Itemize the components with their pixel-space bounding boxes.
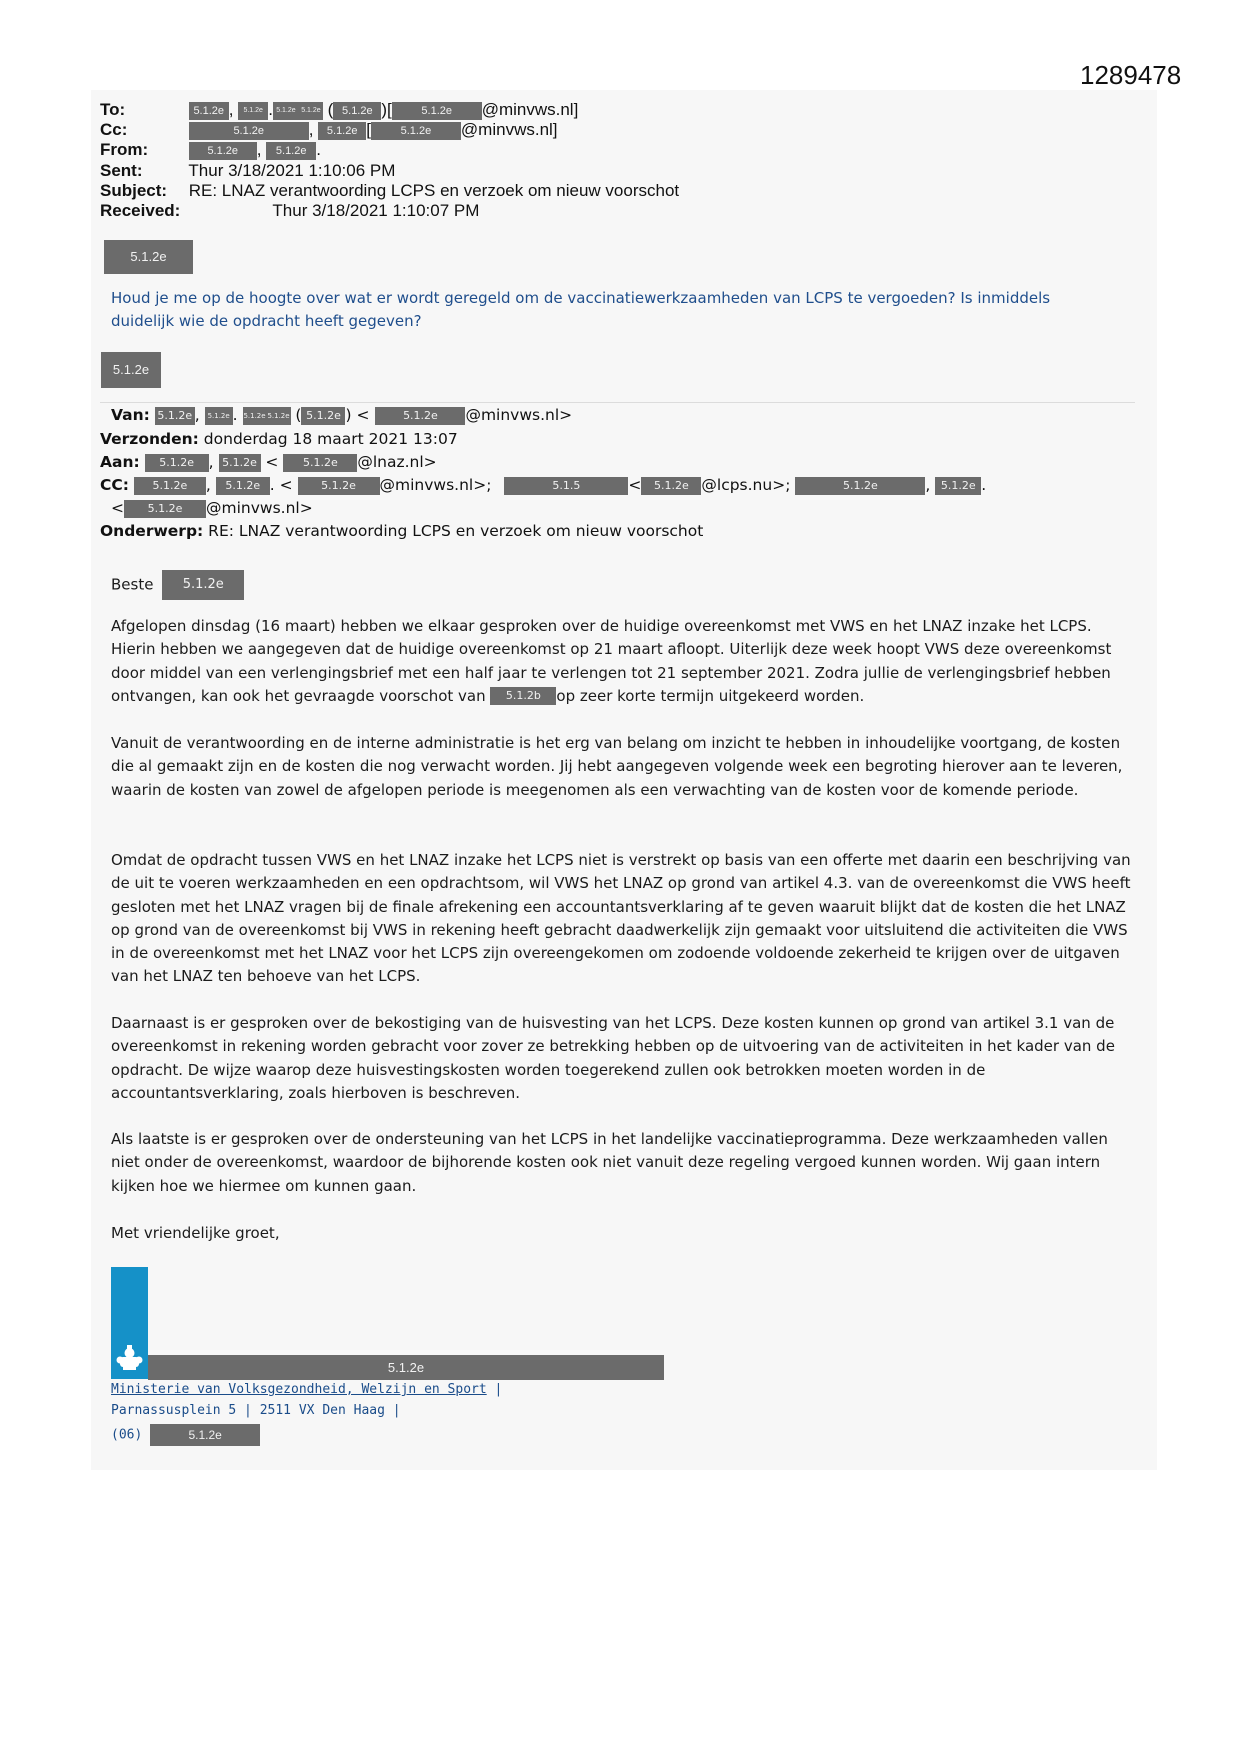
redaction: 5.1.2e bbox=[219, 454, 261, 472]
ministry-logo bbox=[111, 1267, 148, 1379]
header-from-row: From: 5.1.2e , 5.1.2e . bbox=[100, 140, 321, 159]
received-value: Thur 3/18/2021 1:10:07 PM bbox=[272, 201, 480, 220]
from-label: From: bbox=[100, 140, 149, 159]
subject-value: RE: LNAZ verantwoording LCPS en verzoek om nieuw voorschot bbox=[188, 181, 680, 200]
closing: Met vriendelijke groet, bbox=[111, 1224, 280, 1242]
paragraph-1-text: Afgelopen dinsdag (16 maart) hebben we elkaar gesproken over de huidige overeenkomst met VWS en het LNAZ inzake het LCPS. Hierin hebben we aangegeven dat de huidige overeenkomst op 21 maart afloopt. Uiterlijk deze week hoopt VWS deze overeenkomst door middel van een verlengingsbrief met een half jaar te verlengen tot 21 september 2021. Zodra jullie de verlengingsbrief hebben ontvangen, kan ook het gevraagde voorschot van bbox=[111, 617, 1112, 705]
paragraph-1 bbox=[111, 615, 1131, 708]
redaction: 5.1.2e bbox=[298, 477, 380, 495]
redaction: 5.1.2e bbox=[243, 407, 267, 425]
redaction: 5.1.2e bbox=[375, 407, 465, 425]
verzonden-value: donderdag 18 maart 2021 13:07 bbox=[203, 430, 458, 448]
greeting: Beste bbox=[111, 575, 154, 594]
redaction: 5.1.2e bbox=[318, 122, 366, 140]
redaction: 5.1.2e bbox=[283, 454, 357, 472]
sent-value: Thur 3/18/2021 1:10:06 PM bbox=[188, 161, 396, 180]
paragraph-1-end: op zeer korte termijn uitgekeerd worden. bbox=[556, 686, 865, 705]
cc-domain-2: @lcps.nu>; bbox=[701, 476, 791, 494]
quoted-cc-row: CC: 5.1.2e , 5.1.2e . < 5.1.2e @minvws.nl>; 5.1.5 < 5.1.2e @lcps.nu>; 5.1.2e , 5.1.2e . bbox=[100, 476, 987, 494]
redaction: 5.1.2e bbox=[371, 122, 461, 140]
redaction: 5.1.2e bbox=[795, 477, 925, 495]
redaction: 5.1.2e bbox=[189, 102, 229, 120]
redaction: 5.1.2e bbox=[148, 1355, 664, 1380]
redaction: 5.1.2e bbox=[392, 102, 482, 120]
received-label: Received: bbox=[100, 201, 181, 220]
redaction: 5.1.2e bbox=[189, 122, 309, 140]
redaction: 5.1.2e bbox=[124, 500, 206, 518]
van-domain: @minvws.nl> bbox=[465, 406, 573, 424]
to-label: To: bbox=[100, 100, 126, 119]
header-sent-row bbox=[100, 161, 395, 181]
cc-label: Cc: bbox=[100, 120, 128, 139]
header-cc-row: Cc: 5.1.2e , 5.1.2e [ 5.1.2e @minvws.nl] bbox=[100, 120, 558, 139]
redaction: 5.1.2e bbox=[299, 102, 323, 120]
ministry-line bbox=[111, 1382, 502, 1397]
redaction: 5.1.2e bbox=[155, 407, 195, 425]
redaction: 5.1.2e bbox=[145, 454, 209, 472]
ministry-link[interactable]: Ministerie van Volksgezondheid, Welzijn en Sport bbox=[111, 1382, 487, 1397]
redaction: 5.1.2e bbox=[301, 407, 345, 425]
redaction: 5.1.2e bbox=[238, 102, 268, 120]
aan-label: Aan: bbox=[100, 453, 140, 471]
redaction: 5.1.2e bbox=[216, 477, 270, 495]
quoted-van-row: Van: 5.1.2e , 5.1.2e . 5.1.2e 5.1.2e ( 5.1.2e ) < 5.1.2e @minvws.nl> bbox=[111, 406, 573, 424]
verzonden-label: Verzonden: bbox=[100, 430, 199, 448]
redaction: 5.1.2e bbox=[266, 142, 316, 160]
sent-label: Sent: bbox=[100, 161, 143, 180]
quoted-onderwerp-row bbox=[100, 522, 703, 540]
quoted-verzonden-row bbox=[100, 430, 458, 448]
redaction: 5.1.2e bbox=[104, 240, 193, 274]
paragraph-4: Daarnaast is er gesproken over de bekostiging van de huisvesting van het LCPS. Deze kosten kunnen op grond van artikel 3.1 van de overeenkomst in rekening worden gebracht voor zover ze betrekking hebben op de uitvoering van de activiteiten in het kader van de opdracht. De wijze waarop deze huisvestingskosten worden toegerekend zullen ook betrokken moeten worden in de accountantsverklaring, zoals hierboven is beschreven. bbox=[111, 1014, 1115, 1102]
separator: | bbox=[494, 1382, 503, 1397]
redaction: 5.1.2e bbox=[641, 477, 701, 495]
redaction: 5.1.2e bbox=[101, 352, 161, 388]
document-id: 1289478 bbox=[1080, 60, 1182, 90]
crest-icon bbox=[111, 1267, 148, 1379]
van-label: Van: bbox=[111, 406, 150, 424]
phone-line bbox=[111, 1424, 260, 1446]
redaction: 5.1.2e bbox=[333, 102, 381, 120]
onderwerp-label: Onderwerp: bbox=[100, 522, 204, 540]
onderwerp-value: RE: LNAZ verantwoording LCPS en verzoek om nieuw voorschot bbox=[208, 522, 704, 540]
redaction: 5.1.2e bbox=[162, 570, 244, 600]
redaction: 5.1.2e bbox=[205, 407, 233, 425]
redaction: 5.1.5 bbox=[504, 477, 628, 495]
redaction: 5.1.2e bbox=[935, 477, 981, 495]
redaction: 5.1.2e bbox=[273, 102, 299, 120]
quoted-cc-label: CC: bbox=[100, 476, 129, 494]
aan-domain: @lnaz.nl> bbox=[357, 453, 437, 471]
separator-line bbox=[100, 402, 1135, 403]
header-subject-row bbox=[100, 181, 679, 201]
paragraph-3: Omdat de opdracht tussen VWS en het LNAZ inzake het LCPS niet is verstrekt op basis van een offerte met daarin een beschrijving van de uit te voeren werkzaamheden en een opdrachtsom, wil VWS het LNAZ op grond van artikel 4.3. van de overeenkomst die VWS heeft gesloten met het LNAZ vragen bij de finale afrekening een accountantsverklaring af te geven waaruit blijkt dat de kosten die het LNAZ op grond van de overeenkomst bij VWS in rekening heeft gebracht daadwerkelijk zijn gemaakt voor uitsluitend die activiteiten die VWS in de overeenkomst met het LNAZ voor het LCPS zijn overeengekomen om zodoende voldoende zekerheid te krijgen over de uitgaven van het LNAZ ten behoeve van het LCPS. bbox=[111, 851, 1131, 986]
phone-prefix: (06) bbox=[111, 1427, 143, 1443]
cc-domain: @minvws.nl] bbox=[460, 120, 558, 139]
quoted-aan-row: Aan: 5.1.2e , 5.1.2e < 5.1.2e @lnaz.nl> bbox=[100, 453, 437, 471]
redaction: 5.1.2e bbox=[189, 142, 257, 160]
subject-label: Subject: bbox=[100, 181, 168, 200]
redaction: 5.1.2b bbox=[490, 687, 556, 705]
redaction: 5.1.2e bbox=[134, 477, 206, 495]
to-domain: @minvws.nl] bbox=[481, 100, 579, 119]
header-to-row: To: 5.1.2e , 5.1.2e . 5.1.2e 5.1.2e ( 5.1.2e )[ 5.1.2e @minvws.nl] bbox=[100, 100, 579, 119]
paragraph-2: Vanuit de verantwoording en de interne administratie is het erg van belang om inzicht te hebben in inhoudelijke voortgang, de kosten die al gemaakt zijn en de kosten die nog verwacht worden. Jij hebt aangegeven volgende week een begroting hierover aan te leveren, waarin de kosten van zowel de afgelopen periode is meegenomen als een verwachting van de kosten voor de komende periode. bbox=[111, 734, 1123, 799]
greeting-row bbox=[111, 570, 1131, 600]
header-received-row bbox=[100, 201, 479, 221]
reply-text: Houd je me op de hoogte over wat er wordt geregeld om de vaccinatiewerkzaamheden van LCPS te vergoeden? Is inmiddels duidelijk wie de opdracht heeft gegeven? bbox=[111, 289, 1051, 331]
cc-domain-1: @minvws.nl>; bbox=[379, 476, 492, 494]
quoted-cc-row-2: < 5.1.2e @minvws.nl> bbox=[111, 499, 313, 517]
redaction: 5.1.2e bbox=[267, 407, 291, 425]
cc-domain-3: @minvws.nl> bbox=[206, 499, 313, 517]
paragraph-5: Als laatste is er gesproken over de ondersteuning van het LCPS in het landelijke vaccinatieprogramma. Deze werkzaamheden vallen niet onder de overeenkomst, waardoor de bijhorende kosten ook niet vanuit deze regeling vergoed kunnen worden. Wij gaan intern kijken hoe we hiermee om kunnen gaan. bbox=[111, 1130, 1108, 1195]
redaction: 5.1.2e bbox=[150, 1424, 260, 1446]
address-line: Parnassusplein 5 | 2511 VX Den Haag | bbox=[111, 1403, 401, 1418]
